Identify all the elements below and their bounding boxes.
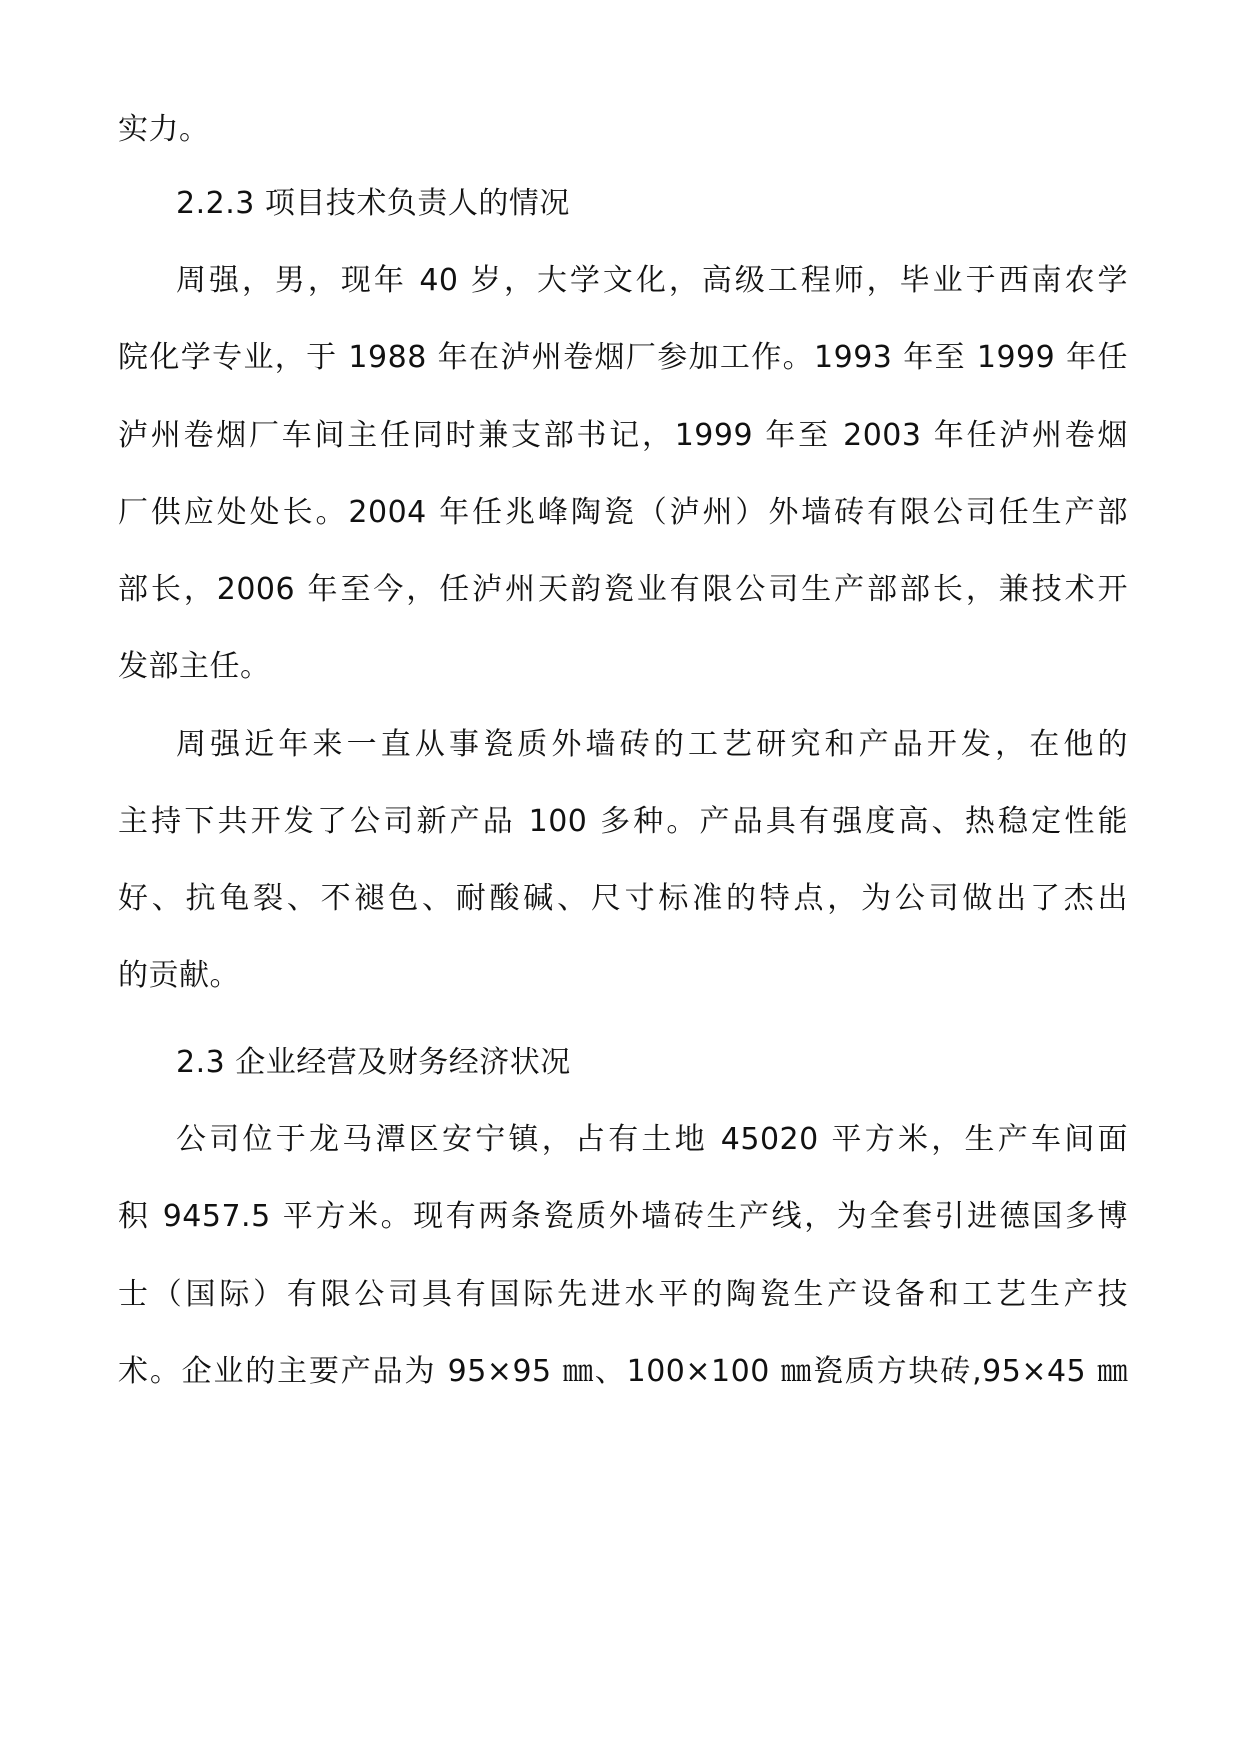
paragraph-line: 术。企业的主要产品为 95×95 ㎜、100×100 ㎜瓷质方块砖,95×45 ㎜ — [118, 1354, 1128, 1389]
paragraph-line: 院化学专业，于 1988 年在泸州卷烟厂参加工作。1993 年至 1999 年任 — [118, 340, 1128, 375]
paragraph-line: 积 9457.5 平方米。现有两条瓷质外墙砖生产线，为全套引进德国多博 — [118, 1199, 1128, 1234]
section-heading: 2.2.3 项目技术负责人的情况 — [176, 186, 570, 221]
paragraph-line: 主持下共开发了公司新产品 100 多种。产品具有强度高、热稳定性能 — [118, 804, 1128, 839]
paragraph-line: 部长，2006 年至今，任泸州天韵瓷业有限公司生产部部长，兼技术开 — [118, 572, 1128, 607]
paragraph-line: 周强近年来一直从事瓷质外墙砖的工艺研究和产品开发，在他的 — [176, 727, 1128, 762]
paragraph-line: 好、抗龟裂、不褪色、耐酸碱、尺寸标准的特点，为公司做出了杰出 — [118, 881, 1128, 916]
paragraph-line: 士（国际）有限公司具有国际先进水平的陶瓷生产设备和工艺生产技 — [118, 1277, 1128, 1312]
paragraph-line: 公司位于龙马潭区安宁镇，占有土地 45020 平方米，生产车间面 — [176, 1122, 1128, 1157]
paragraph-line: 厂供应处处长。2004 年任兆峰陶瓷（泸州）外墙砖有限公司任生产部 — [118, 495, 1128, 530]
paragraph-line: 周强，男，现年 40 岁，大学文化，高级工程师，毕业于西南农学 — [176, 263, 1128, 298]
paragraph-line: 泸州卷烟厂车间主任同时兼支部书记，1999 年至 2003 年任泸州卷烟 — [118, 418, 1128, 453]
section-heading: 2.3 企业经营及财务经济状况 — [176, 1045, 571, 1080]
paragraph-line: 的贡献。 — [118, 958, 240, 993]
paragraph-line: 实力。 — [118, 112, 210, 147]
paragraph-line: 发部主任。 — [118, 649, 271, 684]
